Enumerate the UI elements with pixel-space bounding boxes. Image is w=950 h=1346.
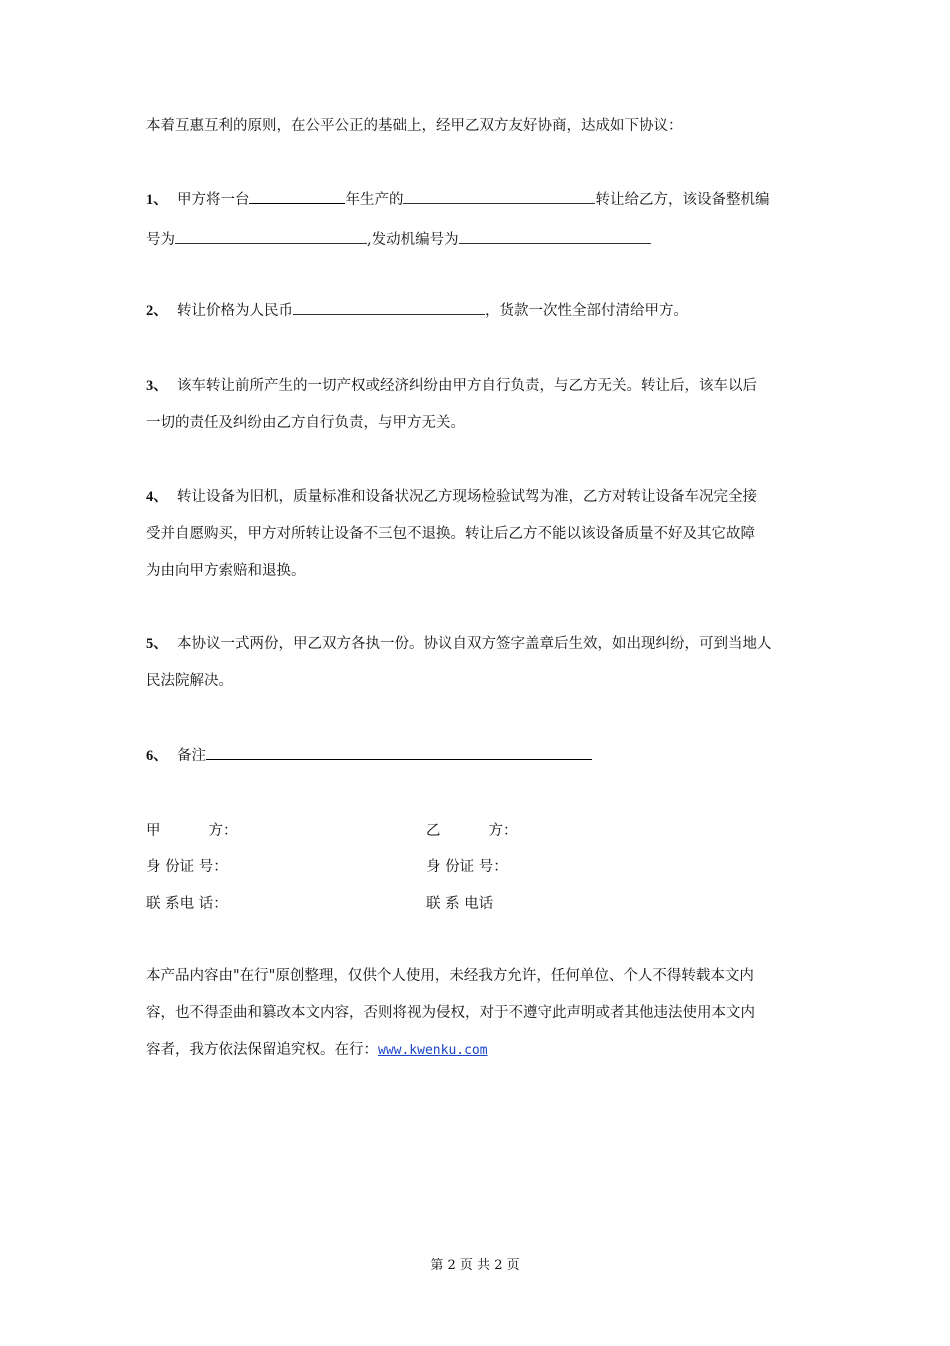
clause-1-text-e: ,发动机编号为: [367, 232, 459, 248]
clause-2-text-b: ，货款一次性全部付清给甲方。: [484, 303, 688, 319]
price-blank[interactable]: [293, 300, 485, 315]
year-blank[interactable]: [249, 189, 345, 204]
party-b-name-label: [426, 821, 518, 841]
clause-3-text-1: 该车转让前所产生的一切产权或经济纠纷由甲方自行负责，与乙方无关。转让后，该车以后: [176, 378, 757, 394]
clause-5-line-2: 民法院解决。: [146, 673, 233, 689]
machine-number-blank[interactable]: [175, 229, 367, 244]
party-b-id-label: 身 份证 号：: [426, 859, 508, 875]
party-b-label-suffix: 方：: [488, 823, 518, 839]
party-a-id-label: 身 份证 号：: [146, 859, 228, 875]
clause-1-number: 1、: [146, 192, 168, 208]
clause-5-text-1: 本协议一式两份，甲乙双方各执一份。协议自双方签字盖章后生效，如出现纠纷，可到当地人: [176, 636, 772, 652]
clause-6: [146, 745, 592, 766]
intro-paragraph: 本着互惠互利的原则，在公平公正的基础上，经甲乙双方友好协商，达成如下协议：: [146, 118, 683, 134]
clause-1-text-b: 年生产的: [345, 192, 404, 208]
clause-1-text-a: 甲方将一台: [176, 192, 250, 208]
clause-4-line-1: [146, 487, 757, 507]
party-a-label-char: 甲: [146, 823, 161, 839]
clause-4-line-2: 受并自愿购买，甲方对所转让设备不三包不退换。转让后乙方不能以该设备质量不好及其它故障: [146, 526, 755, 542]
disclaimer-line-1: 本产品内容由"在行"原创整理，仅供个人使用，未经我方允许，任何单位、个人不得转载本文内: [146, 968, 754, 984]
clause-4-line-3: 为由向甲方索赔和退换。: [146, 563, 306, 579]
clause-5-number: 5、: [146, 636, 168, 652]
disclaimer-line-2: 容，也不得歪曲和篡改本文内容，否则将视为侵权，对于不遵守此声明或者其他违法使用本文内: [146, 1005, 755, 1021]
clause-3-number: 3、: [146, 378, 168, 394]
clause-3-line-1: [146, 376, 757, 396]
clause-1-text-c: 转让给乙方，该设备整机编: [595, 192, 770, 208]
clause-1-text-d: 号为: [146, 232, 175, 248]
remarks-label: 备注: [176, 748, 206, 764]
clause-4-number: 4、: [146, 489, 168, 505]
engine-number-blank[interactable]: [459, 229, 651, 244]
website-link[interactable]: www.kwenku.com: [378, 1043, 488, 1058]
party-a-name-label: [146, 821, 238, 841]
party-a-phone-label: 联 系电 话：: [146, 896, 228, 912]
clause-1-line-1: [146, 189, 769, 210]
clause-3-line-2: 一切的责任及纠纷由乙方自行负责，与甲方无关。: [146, 415, 465, 431]
clause-2-text-a: 转让价格为人民币: [176, 303, 293, 319]
clause-1-line-2: [146, 229, 651, 250]
clause-6-number: 6、: [146, 748, 168, 764]
clause-2: [146, 300, 688, 321]
page-number: 第 2 页 共 2 页: [430, 1258, 520, 1273]
remarks-blank[interactable]: [206, 745, 592, 760]
clause-2-number: 2、: [146, 303, 168, 319]
clause-5-line-1: [146, 634, 771, 654]
equipment-blank[interactable]: [403, 189, 595, 204]
disclaimer-text-3: 容者，我方依法保留追究权。在行：: [146, 1042, 378, 1058]
clause-4-text-1: 转让设备为旧机，质量标准和设备状况乙方现场检验试驾为准，乙方对转让设备车况完全接: [176, 489, 757, 505]
party-a-label-suffix: 方：: [208, 823, 238, 839]
disclaimer-line-3: [146, 1040, 488, 1061]
party-b-label-char: 乙: [426, 823, 441, 839]
party-b-phone-label: 联 系 电话: [426, 896, 494, 912]
